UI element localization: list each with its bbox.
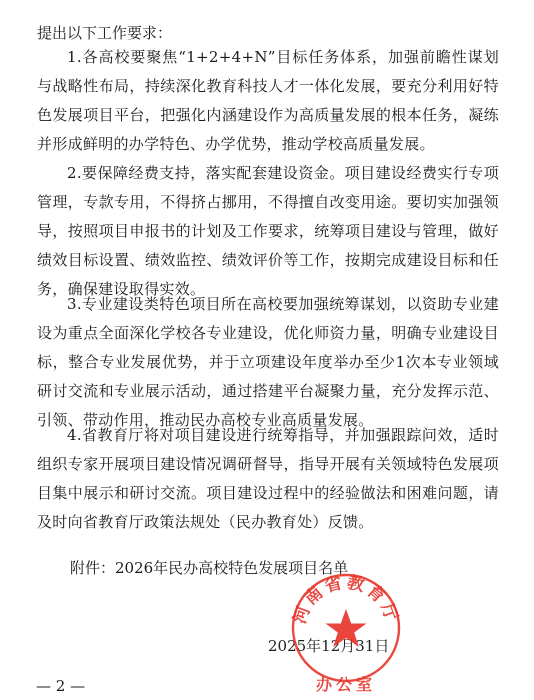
issue-date: 2025年12月31日 (268, 637, 390, 655)
seal-ring-text: 河南省教育厅 (290, 572, 402, 627)
seal-office-text-row (290, 674, 402, 694)
attachment-line: 附件：2026年民办高校特色发展项目名单 (70, 559, 349, 577)
seal-star-icon (326, 609, 367, 647)
requirement-paragraph-2: 2.要保障经费支持，落实配套建设资金。项目建设经费实行专项管理，专款专用，不得挤占挪用，不得擅自改变用途。要切实加强领导，按照项目申报书的计划及工作要求，统筹项目建设与管理，做好绩效目标设置、绩效监控、绩效评价等工作，按期完成建设目标和任务，确保建设取得实效。 (37, 164, 499, 298)
requirement-paragraph-4: 4.省教育厅将对项目建设进行统筹指导，并加强跟踪问效，适时组织专家开展项目建设情况调研督导，指导开展有关领域特色发展项目集中展示和研讨交流。项目建设过程中的经验做法和困难问题，请及时向省教育厅政策法规处（民办教育处）反馈。 (37, 426, 499, 531)
requirement-paragraph-1: 1.各高校要聚焦“1+2+4+N”目标任务体系，加强前瞻性谋划与战略性布局，持续深化教育科技人才一体化发展，要充分利用好特色发展项目平台，把强化内涵建设作为高质量发展的根本任务，凝练并形成鲜明的办学特色、办学优势，推动学校高质量发展。 (37, 48, 499, 153)
seal-office-text: 办公室 (315, 675, 377, 694)
intro-line: 提出以下工作要求： (37, 24, 173, 42)
page-number: — 2 — (36, 677, 86, 695)
requirement-paragraph-3: 3.专业建设类特色项目所在高校要加强统筹谋划，以资助专业建设为重点全面深化学校各专业建设，优化师资力量，明确专业建设目标，整合专业发展优势，并于立项建设年度举办至少1次本专业领域研讨交流和专业展示活动，通过搭建平台凝聚力量，充分发挥示范、引领、带动作用，推动民办高校专业高质量发展。 (37, 295, 499, 429)
official-seal (290, 572, 402, 684)
